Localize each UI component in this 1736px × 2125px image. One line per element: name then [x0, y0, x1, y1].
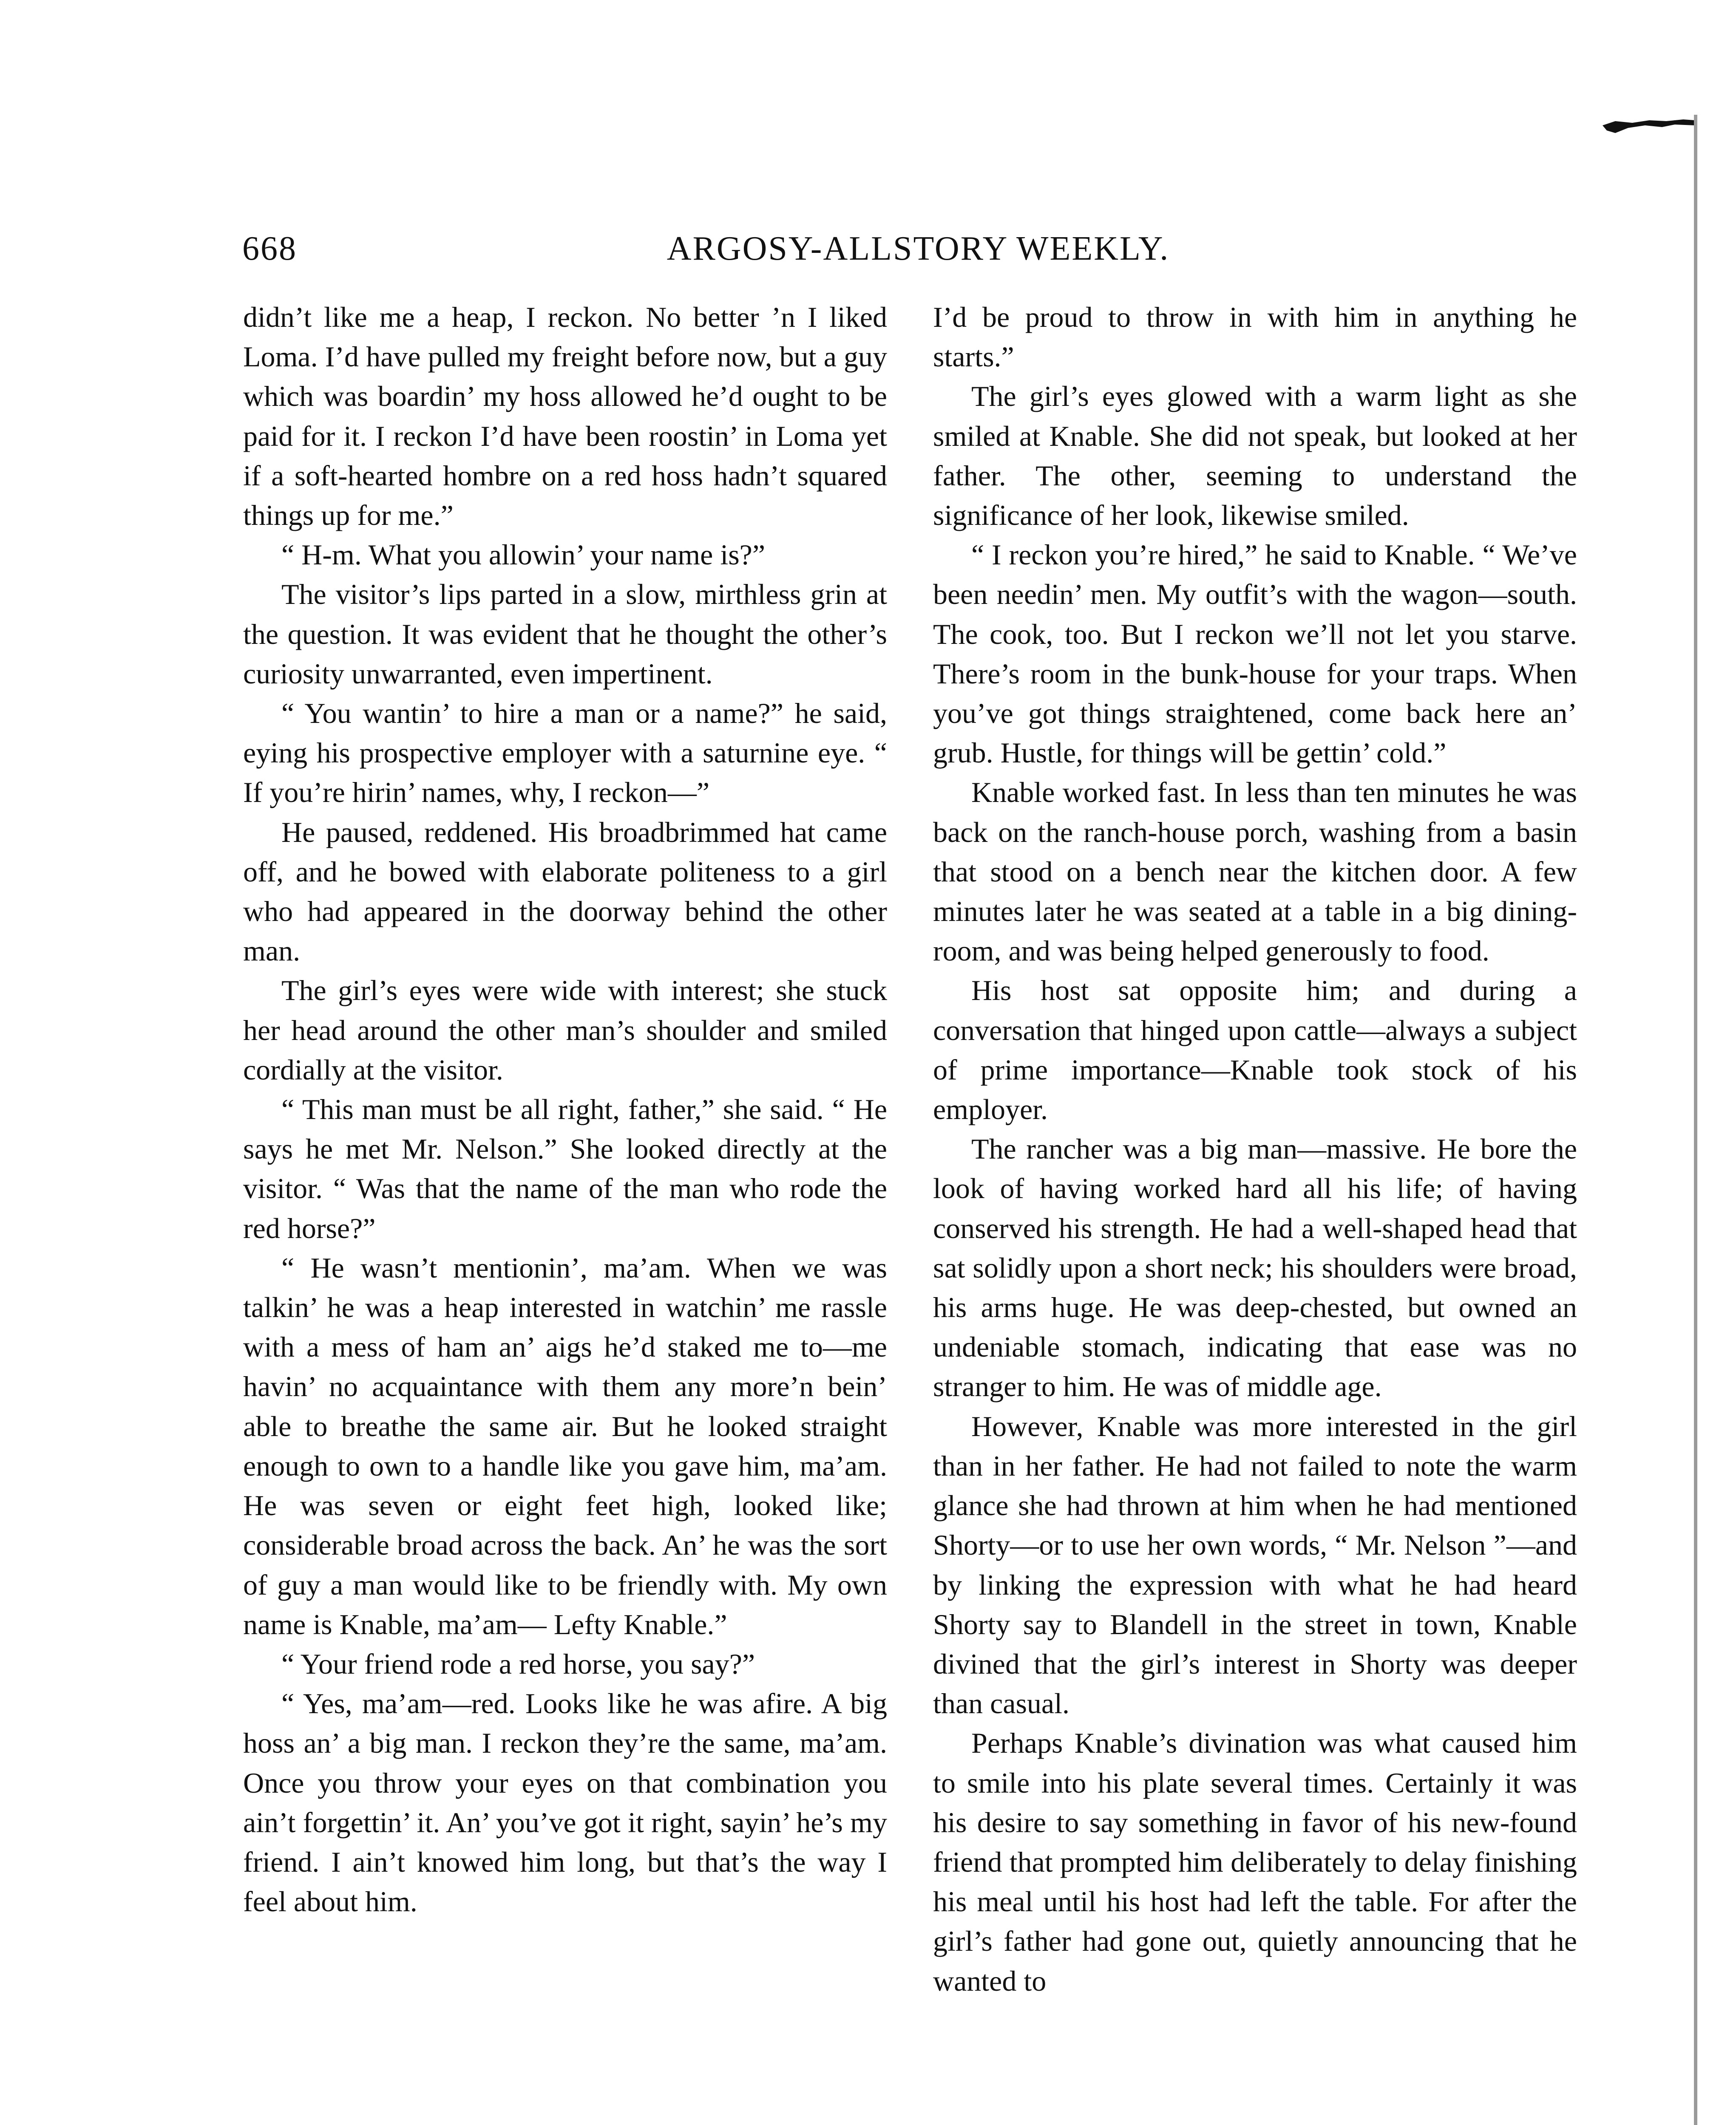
paragraph: “ Your friend rode a red horse, you say?” [281, 1647, 755, 1680]
corner-ink-mark [1598, 108, 1696, 138]
page-header [242, 230, 1594, 280]
right-column [933, 298, 1577, 2125]
paragraph: Perhaps Knable’s divination was what caused him to smile into his plate several times. Certainly it was his desire to say something in favor of his new-found friend that prompted him deliberately to delay finishing his meal until his host had left the table. For after the girl’s father had gone out, quietly announcing that he wanted to [933, 1727, 1577, 1997]
paragraph: “ H-m. What you allowin’ your name is?” [281, 538, 766, 571]
paragraph: Knable worked fast. In less than ten minutes he was back on the ranch-house porch, washing from a basin that stood on a bench near the kitchen door. A few minutes later he was seated at a table in a big dining-room, and was being helped generously to food. [933, 776, 1577, 967]
paragraph: The girl’s eyes were wide with interest; she stuck her head around the other man’s shoulder and smiled cordially at the visitor. [243, 974, 887, 1086]
left-column [243, 298, 887, 2125]
paragraph: “ Yes, ma’am—red. Looks like he was afire. A big hoss an’ a big man. I reckon they’re the same, ma’am. Once you throw your eyes on that combination you ain’t forgettin’ it. An’ you’ve got it right, sayin’ he’s my friend. I ain’t knowed him long, but that’s the way I feel about him. [243, 1687, 887, 1918]
paragraph: The girl’s eyes glowed with a warm light as she smiled at Knable. She did not speak, but looked at her father. The other, seeming to understand the significance of her look, likewise smiled. [933, 380, 1577, 532]
paragraph: “ He wasn’t mentionin’, ma’am. When we was talkin’ he was a heap interested in watchin’ me rassle with a mess of ham an’ aigs he’d staked me to—me havin’ no acquaintance with them any more’n bein’ able to breathe the same air. But he looked straight enough to own to a handle like you gave him, ma’am. He was seven or eight feet high, looked like; considerable broad across the back. An’ he was the sort of guy a man would like to be friendly with. My own name is Knable, ma’am— Lefty Knable.” [243, 1251, 887, 1640]
paragraph: “ I reckon you’re hired,” he said to Knable. “ We’ve been needin’ men. My outfit’s with the wagon—south. The cook, too. But I reckon we’ll not let you starve. There’s room in the bunk-house for your traps. When you’ve got things straightened, come back here an’ grub. Hustle, for things will be gettin’ cold.” [933, 538, 1577, 769]
paragraph: didn’t like me a heap, I reckon. No better ’n I liked Loma. I’d have pulled my freight before now, but a guy which was boardin’ my hoss allowed he’d ought to be paid for it. I reckon I’d have been roostin’ in Loma yet if a soft-hearted hombre on a red hoss hadn’t squared things up for me.” [243, 301, 887, 532]
paragraph: The rancher was a big man—massive. He bore the look of having worked hard all his life; of having conserved his strength. He had a well-shaped head that sat solidly upon a short neck; his shoulders were broad, his arms huge. He was deep-chested, but owned an undeniable stomach, indicating that ease was no stranger to him. He was of middle age. [933, 1133, 1577, 1403]
paragraph: The visitor’s lips parted in a slow, mirthless grin at the question. It was evident that he thought the other’s curiosity unwarranted, even impertinent. [243, 578, 887, 690]
page-edge-rule [1694, 115, 1697, 2125]
paragraph: I’d be proud to throw in with him in anything he starts.” [933, 301, 1577, 373]
paragraph: However, Knable was more interested in the girl than in her father. He had not failed to note the warm glance she had thrown at him when he had mentioned Shorty—or to use her own words, “ Mr. Nelson ”—and by linking the expression with what he had heard Shorty say to Blandell in the street in town, Knable divined that the girl’s interest in Shorty was deeper than casual. [933, 1410, 1577, 1720]
paragraph: “ You wantin’ to hire a man or a name?” he said, eying his prospective employer with a saturnine eye. “ If you’re hirin’ names, why, I reckon—” [243, 697, 887, 809]
running-title: ARGOSY-ALLSTORY WEEKLY. [667, 230, 1170, 267]
paragraph: He paused, reddened. His broadbrimmed hat came off, and he bowed with elaborate politeness to a girl who had appeared in the doorway behind the other man. [243, 816, 887, 967]
page-number: 668 [242, 230, 297, 267]
paragraph: “ This man must be all right, father,” she said. “ He says he met Mr. Nelson.” She looked directly at the visitor. “ Was that the name of the man who rode the red horse?” [243, 1093, 887, 1244]
paragraph: His host sat opposite him; and during a conversation that hinged upon cattle—always a subject of prime importance—Knable took stock of his employer. [933, 974, 1577, 1126]
